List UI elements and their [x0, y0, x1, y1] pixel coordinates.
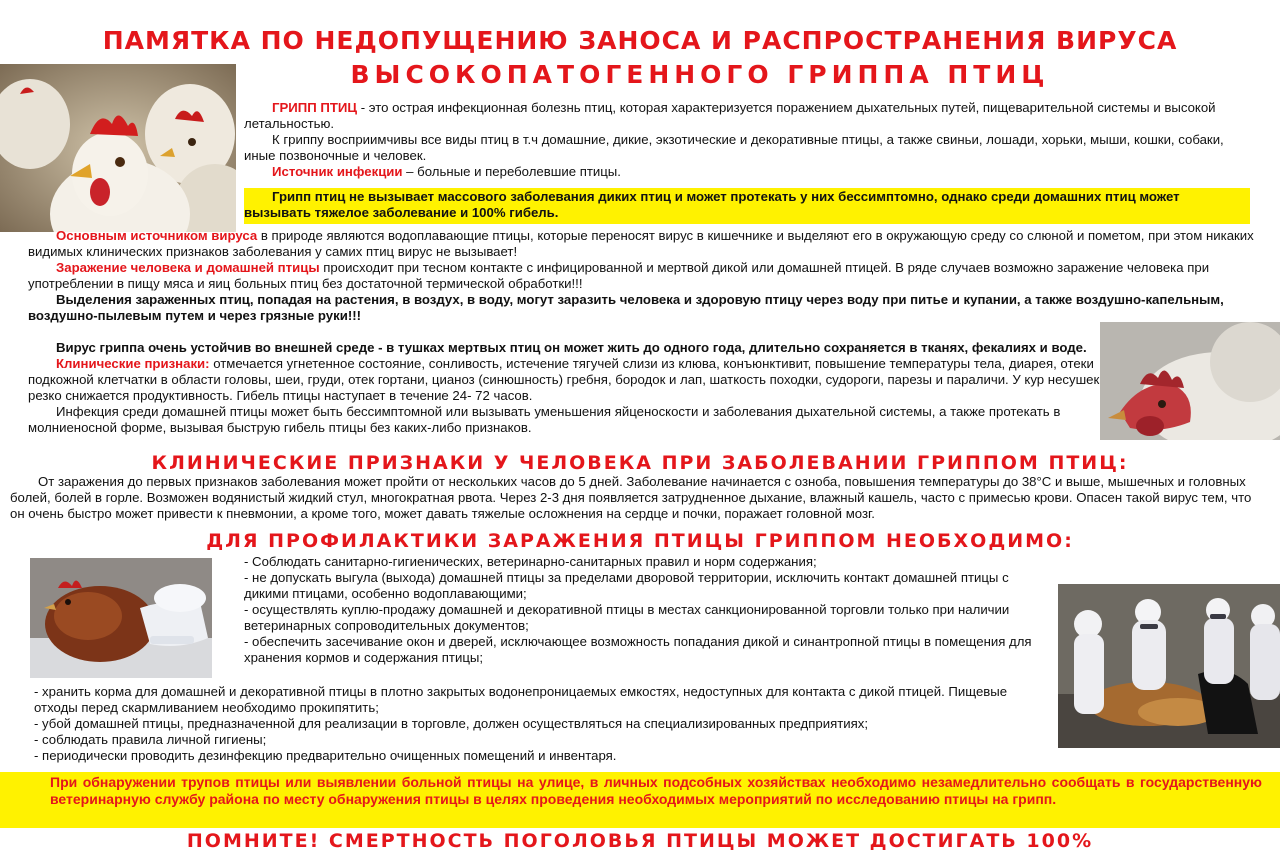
infection-source	[244, 164, 1250, 180]
chickens-photo	[0, 64, 236, 232]
body-block-lower	[28, 340, 1100, 436]
prevention-list-upper	[244, 554, 1050, 666]
intro-block	[244, 100, 1250, 180]
page-title-line2: ВЫСОКОПАТОГЕННОГО ГРИППА ПТИЦ	[350, 60, 1050, 89]
human-infection-text: происходит при тесном контакте с инфицированной и мертвой дикой или домашней птицей. В ряде случаев возможно заражение человека при употреблении в пищу мяса и яиц больных птиц без достаточной термической обработки!!!	[28, 260, 1210, 291]
human-symptoms-text: От заражения до первых признаков заболевания может пройти от нескольких часов до 5 дней. Заболевание начинается с озноба, повышения температуры до 38°С и выше, мышечных и головных болей, болей в горле. Возможен водянистый жидкий стул, многократная рвота. Через 2-3 дня появляется затрудненное дыхание, влажный кашель, часто с примесью крови. Опасен такой вирус тем, что он очень быстро может привести к пневмонии, а кроме того, может давать тяжелые осложнения на сердце и почки, поражает головной мозг.	[10, 474, 1252, 521]
prevention-list-lower	[34, 684, 1052, 764]
hazmat-workers-photo	[1058, 584, 1280, 748]
prevention-item-3: - осуществлять куплю-продажу домашней и декоративной птицы в местах санкционированной торговли только при наличии ветеринарных сопроводительных документов;	[244, 602, 1010, 633]
report-warning-box	[0, 772, 1280, 828]
virus-resistance: Вирус гриппа очень устойчив во внешней среде - в тушках мертвых птиц он может жить до одного года, длительно сохраняется в тканях, фекалиях и воде.	[56, 340, 1087, 355]
clinical-signs	[28, 356, 1100, 404]
susceptible-species: К гриппу восприимчивы все виды птиц в т.ч домашние, дикие, экзотические и декоративные птицы, а также свиньи, лошади, хорьки, мыши, кошки, собаки, иные позвоночные и человек.	[244, 132, 1224, 163]
prevention-item-7: - соблюдать правила личной гигиены;	[34, 732, 267, 747]
virus-main-source-label: Основным источником вируса	[56, 228, 258, 243]
clinical-signs-label: Клинические признаки:	[56, 356, 210, 371]
prevention-item-6: - убой домашней птицы, предназначенной для реализации в торговле, должен осуществляться на специализированных предприятиях;	[34, 716, 869, 731]
body-block-upper	[28, 228, 1254, 324]
prevention-header: ДЛЯ ПРОФИЛАКТИКИ ЗАРАЖЕНИЯ ПТИЦЫ ГРИППОМ НЕОБХОДИМО:	[206, 530, 1074, 552]
human-infection-label: Заражение человека и домашней птицы	[56, 260, 320, 275]
prevention-item-8: - периодически проводить дезинфекцию предварительно очищенных помещений и инвентаря.	[34, 748, 617, 763]
asymptomatic-note: Инфекция среди домашней птицы может быть бессимптомной или вызывать уменьшения яйценоскости и заболевания дыхательной системы, а также протекать в молниеносной форме, вызывая быструю гибель птицы без каких-либо признаков.	[28, 404, 1061, 435]
prevention-item-4: - обеспечить засечивание окон и дверей, исключающее возможность попадания дикой и синантропной птицы в помещения для хранения кормов и содержания птицы;	[244, 634, 1032, 665]
transmission-warning: Выделения зараженных птиц, попадая на растения, в воздух, в воду, могут заразить человека и здоровую птицу через воду при питье и купании, а также воздушно-капельным, воздушно-пылевым путем и через грязные руки!!!	[28, 292, 1224, 323]
infection-source-text: – больные и переболевшие птицы.	[402, 164, 621, 179]
prevention-item-5: - хранить корма для домашней и декоративной птицы в плотно закрытых водонепроницаемых емкостях, недоступных для контакта с дикой птицей. Пищевые отходы перед скармливанием необходимо прокипятить;	[34, 684, 1008, 715]
prevention-item-1: - Соблюдать санитарно-гигиенических, ветеринарно-санитарных правил и норм содержания;	[244, 554, 817, 569]
page-title-line1: ПАМЯТКА ПО НЕДОПУЩЕНИЮ ЗАНОСА И РАСПРОСТРАНЕНИЯ ВИРУСА	[102, 26, 1178, 55]
chicken-inspection-photo	[30, 558, 212, 678]
human-symptoms-header: КЛИНИЧЕСКИЕ ПРИЗНАКИ У ЧЕЛОВЕКА ПРИ ЗАБОЛЕВАНИИ ГРИППОМ ПТИЦ:	[151, 452, 1129, 474]
intro-definition	[244, 100, 1250, 132]
report-warning-text: При обнаружении трупов птицы или выявлении больной птицы на улице, в личных подсобных хозяйствах необходимо незамедлительно сообщать в государственную ветеринарную службу района по месту обнаружения птицы в целях проведения необходимых мероприятий по исследованию птицы на грипп.	[50, 774, 1262, 807]
flu-definition-text: - это острая инфекционная болезнь птиц, которая характеризуется поражением дыхательных путей, пищеварительной системы и высокой летальностью.	[244, 100, 1216, 131]
flu-label: ГРИПП ПТИЦ	[272, 100, 358, 115]
wild-birds-note: Грипп птиц не вызывает массового заболевания диких птиц и может протекать у них бессимптомно, однако среди домашних птиц может вызывать тяжелое заболевание и 100% гибель.	[244, 189, 1180, 220]
sick-rooster-photo	[1100, 322, 1280, 440]
human-infection	[28, 260, 1254, 292]
mortality-footer: ПОМНИТЕ! СМЕРТНОСТЬ ПОГОЛОВЬЯ ПТИЦЫ МОЖЕТ ДОСТИГАТЬ 100%	[186, 830, 1094, 852]
human-symptoms-block	[10, 474, 1266, 522]
virus-main-source	[28, 228, 1254, 260]
clinical-signs-text: отмечается угнетенное состояние, сонливость, истечение тягучей слизи из клюва, конъюнктивит, повышение температуры тела, диарея, отеки подкожной клетчатки в области головы, шеи, груди, отек гортани, цианоз (синюшность) гребня, бородок и лап, шаткость походки, судороги, парезы и параличи. У кур несушек резко снижается продуктивность. Гибель птицы наступает в течение 24- 72 часов.	[28, 356, 1100, 403]
highlight-box-top	[244, 188, 1250, 224]
prevention-item-2: - не допускать выгула (выхода) домашней птицы за пределами дворовой территории, исключить контакт домашней птицы с дикими птицами, особенно водоплавающими;	[244, 570, 1009, 601]
virus-main-source-text: в природе являются водоплавающие птицы, которые переносят вирус в кишечнике и выделяют его в окружающую среду со слюной и пометом, при этом никаких видимых клинических признаков заболевания у самих птиц вирус не вызывает!	[28, 228, 1254, 259]
infection-source-label: Источник инфекции	[272, 164, 403, 179]
